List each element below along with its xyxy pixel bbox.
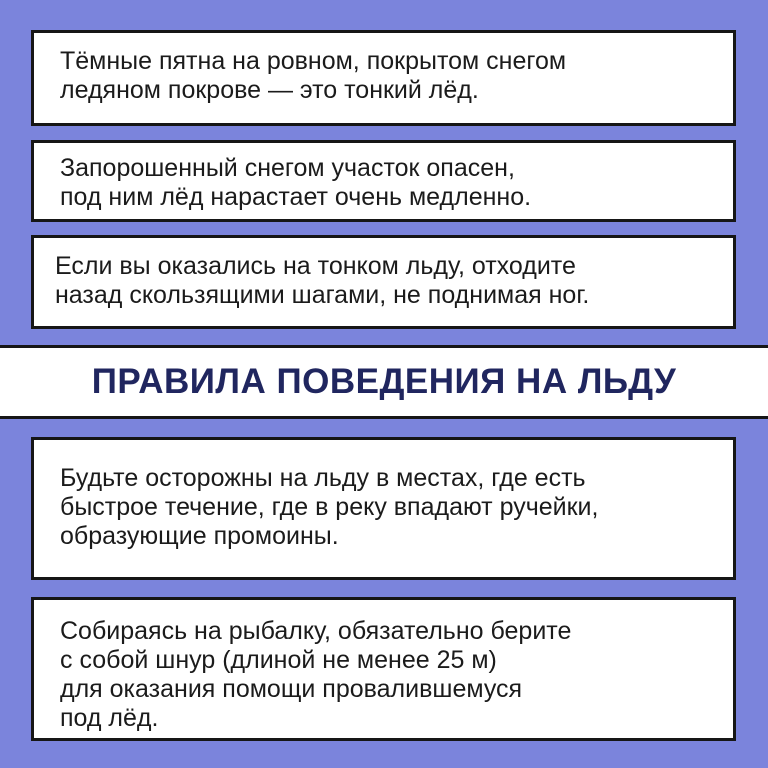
tip-text-line: под ним лёд нарастает очень медленно.	[60, 183, 532, 211]
title-banner	[0, 345, 768, 419]
tip-card-sliding-steps	[31, 235, 736, 329]
tip-card-snow-covered-area	[31, 140, 736, 222]
tip-text-line: под лёд.	[60, 704, 159, 732]
tip-text-line: назад скользящими шагами, не поднимая ног.	[55, 281, 590, 309]
tip-card-fishing-rope	[31, 597, 736, 741]
tip-card-thin-ice-spots	[31, 30, 736, 126]
tip-text-line: Будьте осторожны на льду в местах, где есть	[60, 464, 586, 492]
tip-text-line: быстрое течение, где в реку впадают ручейки,	[60, 493, 599, 521]
tip-text-line: Если вы оказались на тонком льду, отходите	[55, 252, 576, 280]
tip-text-line: Тёмные пятна на ровном, покрытом снегом	[60, 47, 567, 75]
tip-text-line: образующие промоины.	[60, 522, 339, 550]
tip-text-line: ледяном покрове — это тонкий лёд.	[60, 76, 479, 104]
tip-text-line: для оказания помощи провалившемуся	[60, 675, 523, 703]
tip-card-fast-current	[31, 437, 736, 580]
page-title: ПРАВИЛА ПОВЕДЕНИЯ НА ЛЬДУ	[91, 362, 677, 401]
tip-text-line: с собой шнур (длиной не менее 25 м)	[60, 646, 497, 674]
tip-text-line: Собираясь на рыбалку, обязательно берите	[60, 617, 572, 645]
tip-text-line: Запорошенный снегом участок опасен,	[60, 154, 515, 182]
